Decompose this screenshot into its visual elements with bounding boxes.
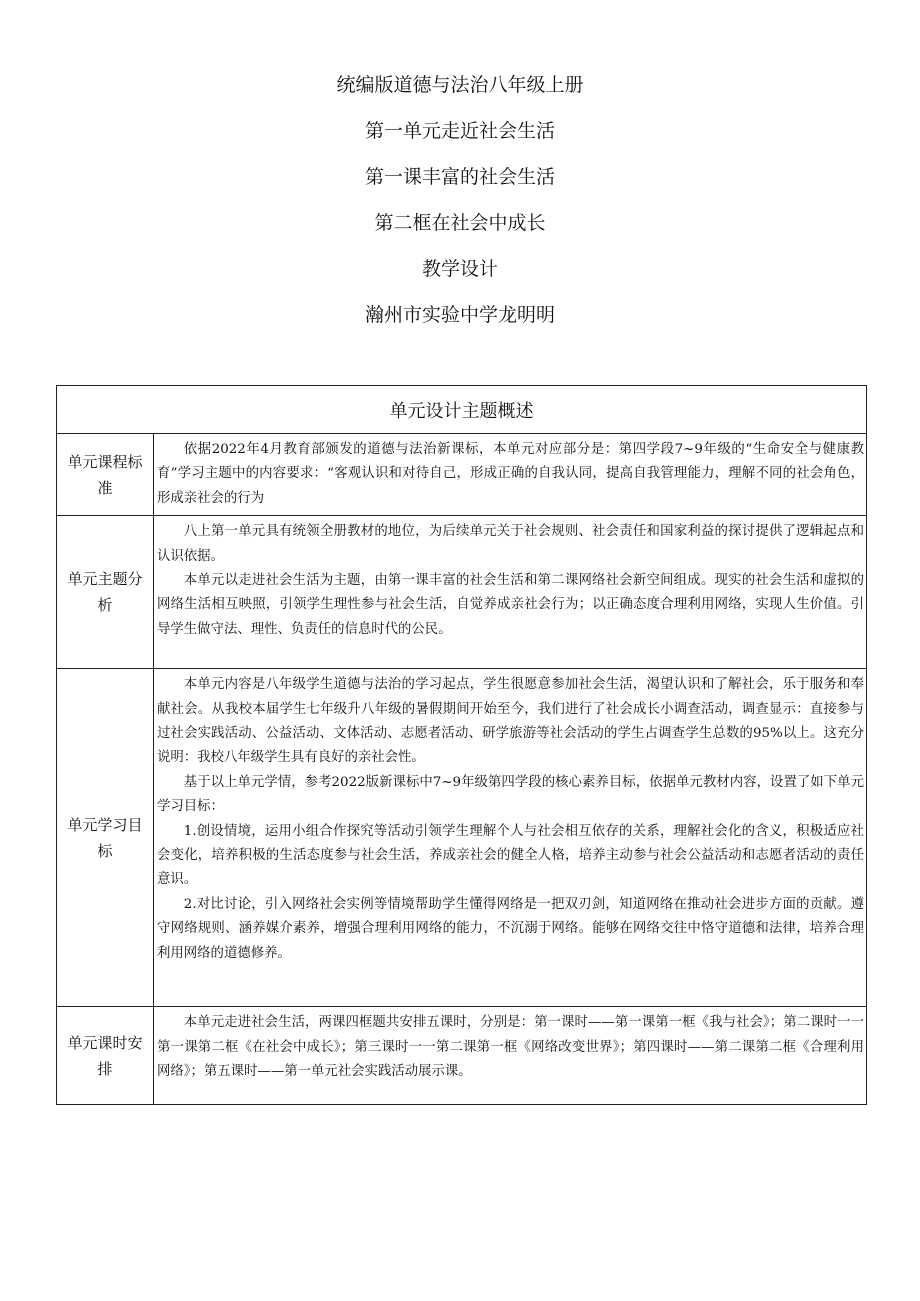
- section-title: 第二框在社会中成长: [374, 212, 546, 234]
- table-row: [57, 1007, 867, 1105]
- row-label-schedule: 单元课时安排: [57, 1007, 154, 1105]
- paragraph: 本单元以走进社会生活为主题，由第一课丰富的社会生活和第二课网络社会新空间组成。现实的社会生活和虚拟的网络生活相互映照，引领学生理性参与社会生活，自觉养成亲社会行为；以正确态度合理利用网络，实现人生价值。引导学生做守法、理性、负责任的信息时代的公民。: [157, 573, 864, 637]
- table-row: [57, 434, 867, 516]
- paragraph: 1.创设情境，运用小组合作探究等活动引领学生理解个人与社会相互依存的关系，理解社会化的含义，积极适应社会变化，培养积极的生活态度参与社会生活，养成亲社会的健全人格，培养主动参与社会公益活动和志愿者活动的责任意识。: [157, 823, 864, 888]
- document-type: 教学设计: [421, 258, 498, 280]
- paragraph: 八上第一单元具有统领全册教材的地位，为后续单元关于社会规则、社会责任和国家利益的探讨提供了逻辑起点和认识依据。: [157, 524, 864, 564]
- schedule-content: [154, 1007, 867, 1105]
- row-label-learning-objectives: 单元学习目标: [57, 669, 154, 1007]
- unit-design-table: [56, 385, 867, 1105]
- table-row: [57, 669, 867, 1007]
- row-label-theme-analysis: 单元主题分析: [57, 516, 154, 669]
- table-row: [57, 516, 867, 669]
- row-label-curriculum-standard: 单元课程标准: [57, 434, 154, 516]
- lesson-title: 第一课丰富的社会生活: [364, 166, 555, 188]
- unit-title: 第一单元走近社会生活: [364, 120, 555, 142]
- paragraph: 本单元内容是八年级学生道德与法治的学习起点，学生很愿意参加社会生活，渴望认识和了解社会，乐于服务和奉献社会。从我校本届学生七年级升八年级的暑假期间开始至今，我们进行了社会成长小调查活动，调查显示：直接参与过社会实践活动、公益活动、文体活动、志愿者活动、研学旅游等社会活动的学生占调查学生总数的95%以上。这充分说明：我校八年级学生具有良好的亲社会性。: [157, 677, 864, 766]
- paragraph: 基于以上单元学情，参考2022版新课标中7~9年级第四学段的核心素养目标，依据单元教材内容，设置了如下单元学习目标：: [157, 774, 864, 815]
- paragraph: 依据2022年4月教育部颁发的道德与法治新课标，本单元对应部分是：第四学段7~9年级的“生命安全与健康教育”学习主题中的内容要求：“客观认识和对待自己，形成正确的自我认同，提高自我管理能力，理解不同的社会角色，形成亲社会的行为: [157, 442, 864, 506]
- textbook-title: 统编版道德与法治八年级上册: [336, 74, 584, 96]
- curriculum-standard-content: [154, 434, 867, 516]
- author-line: 瀚州市实验中学龙明明: [364, 304, 555, 326]
- learning-objectives-content: [154, 669, 867, 1007]
- theme-analysis-content: [154, 516, 867, 669]
- paragraph: 2.对比讨论，引入网络社会实例等情境帮助学生懂得网络是一把双刃剑，知道网络在推动社会进步方面的贡献。遵守网络规则、涵养媒介素养，增强合理利用网络的能力，不沉溺于网络。能够在网络交往中恪守道德和法律，培养合理利用网络的道德修养。: [157, 896, 864, 961]
- document-header: [0, 62, 920, 338]
- paragraph: 本单元走进社会生活，两课四框题共安排五课时，分别是：第一课时——第一课第一框《我与社会》；第二课时一一第一课第二框《在社会中成长》；第三课时一一第二课第一框《网络改变世界》；第四课时——第二课第二框《合理利用网络》；第五课时——第一单元社会实践活动展示课。: [157, 1015, 864, 1080]
- table-title: 单元设计主题概述: [57, 386, 867, 434]
